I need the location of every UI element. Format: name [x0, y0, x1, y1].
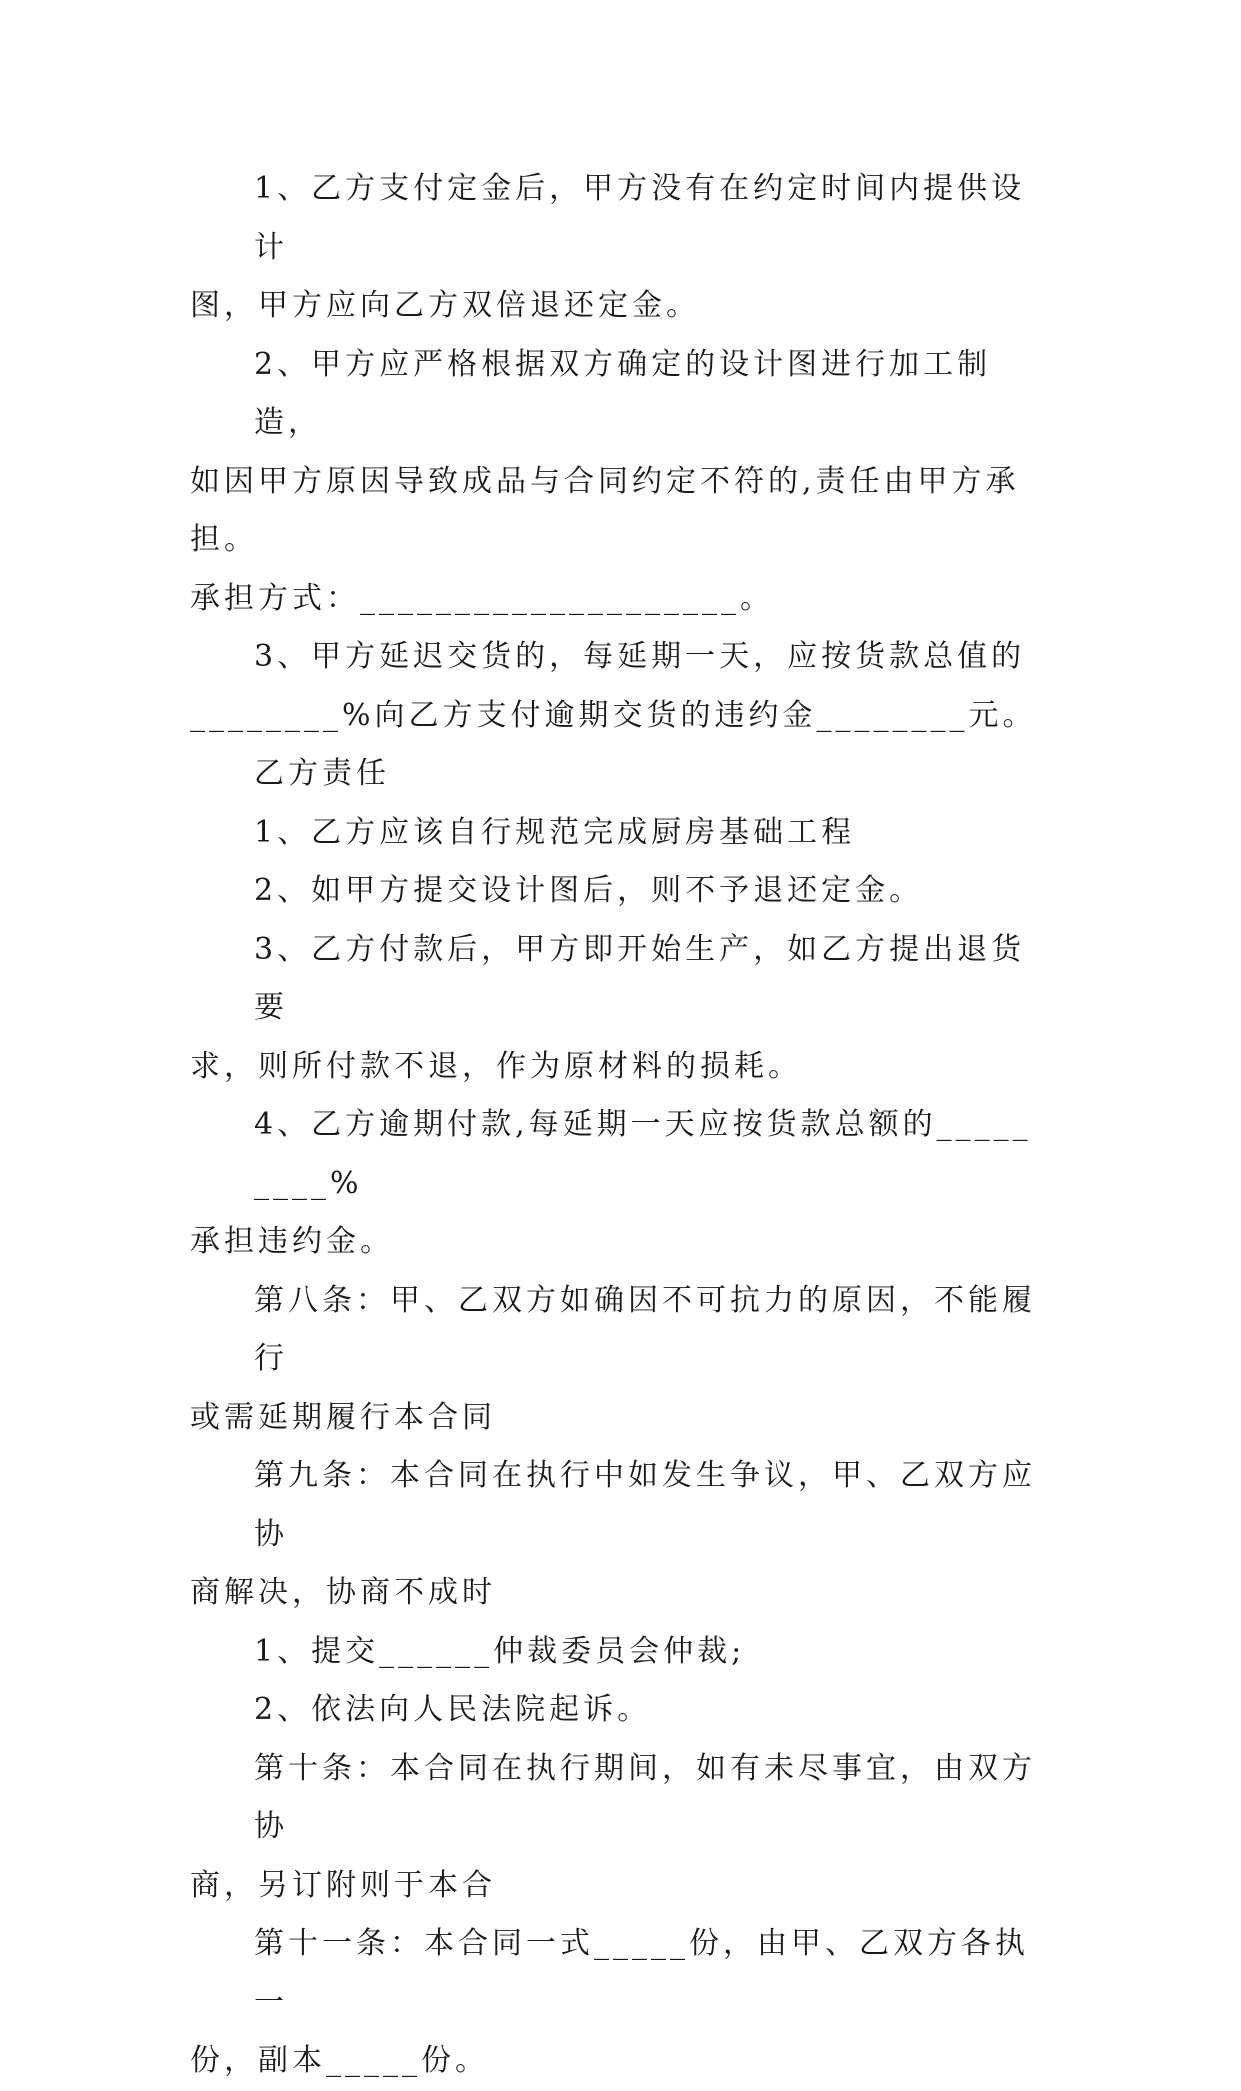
- text-line: 承担方式：____________________。: [190, 580, 774, 616]
- article-9-option-2: [190, 1681, 1050, 1740]
- article-11: [190, 1915, 1050, 2091]
- paragraph-party-a-duty-3: [190, 628, 1050, 745]
- paragraph-party-b-duty-4: [190, 1096, 1050, 1272]
- text-line: 求，则所付款不退，作为原材料的损耗。: [190, 1048, 802, 1084]
- text-line: 1、乙方支付定金后，甲方没有在约定时间内提供设计: [254, 171, 1026, 265]
- paragraph-party-a-duty-2: [190, 336, 1050, 629]
- text-line: 第十一条：本合同一式_____份，由甲、乙双方各执一: [254, 1926, 1029, 2020]
- text-line: 4、乙方逾期付款,每延期一天应按货款总额的_________%: [254, 1107, 1032, 1201]
- text-line: 第十条：本合同在执行期间，如有未尽事宜，由双方协: [254, 1750, 1036, 1844]
- paragraph-party-b-duty-1: [190, 804, 1050, 863]
- text-line: 商，另订附则于本合: [190, 1867, 496, 1903]
- article-10: [190, 1740, 1050, 1916]
- text-line: 1、提交______仲裁委员会仲裁;: [254, 1633, 746, 1669]
- paragraph-party-b-duty-2: [190, 862, 1050, 921]
- text-line: 乙方责任: [254, 756, 390, 791]
- text-line: 第九条：本合同在执行中如发生争议，甲、乙双方应协: [254, 1458, 1036, 1552]
- text-line: 承担违约金。: [190, 1224, 394, 1259]
- text-line: 2、依法向人民法院起诉。: [254, 1692, 652, 1727]
- text-line: 3、甲方延迟交货的，每延期一天，应按货款总值的: [254, 639, 1026, 674]
- text-line: 份，副本_____份。: [190, 2043, 489, 2078]
- paragraph-party-a-duty-1: [190, 160, 1050, 336]
- text-line: 图，甲方应向乙方双倍退还定金。: [190, 288, 700, 323]
- section-heading-party-b: [190, 745, 1050, 804]
- paragraph-party-b-duty-3: [190, 921, 1050, 1097]
- text-line: 或需延期履行本合同: [190, 1399, 496, 1435]
- text-line: 1、乙方应该自行规范完成厨房基础工程: [254, 814, 856, 850]
- text-line: 2、如甲方提交设计图后，则不予退还定金。: [254, 873, 924, 908]
- text-line: 如因甲方原因导致成品与合同约定不符的,责任由甲方承担。: [190, 463, 1020, 557]
- text-line: 2、甲方应严格根据双方确定的设计图进行加工制造，: [254, 346, 992, 440]
- text-line: 3、乙方付款后，甲方即开始生产，如乙方提出退货要: [254, 931, 1026, 1025]
- text-line: 第八条：甲、乙双方如确因不可抗力的原因，不能履行: [254, 1282, 1036, 1376]
- article-8: [190, 1272, 1050, 1448]
- contract-body: [190, 160, 1050, 2091]
- article-9: [190, 1447, 1050, 1623]
- text-line: ________%向乙方支付逾期交货的违约金________元。: [190, 697, 1037, 733]
- text-line: 商解决，协商不成时: [190, 1575, 496, 1610]
- article-9-option-1: [190, 1623, 1050, 1682]
